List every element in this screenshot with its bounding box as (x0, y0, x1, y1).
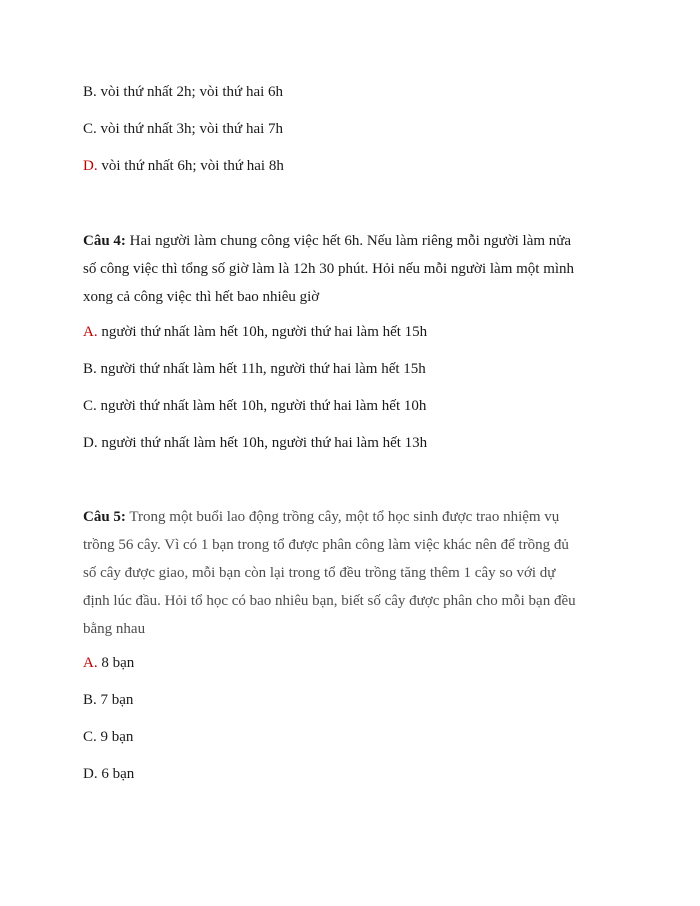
q4-option-d (83, 433, 427, 453)
q4-option-b (83, 359, 426, 379)
q5-option-b (83, 690, 133, 710)
q3-option-d (83, 156, 284, 176)
q4-option-c (83, 396, 426, 416)
option-text: 7 bạn (96, 692, 134, 708)
q3-option-b (83, 82, 283, 102)
option-letter: D. (83, 766, 98, 782)
option-letter-correct: A. (83, 324, 98, 340)
question-label: Câu 4: (83, 233, 126, 249)
q4-stem-line-3: xong cả công việc thì hết bao nhiêu giờ (83, 289, 320, 305)
q5-option-c (83, 727, 133, 747)
q5-stem-line-1 (83, 507, 559, 527)
option-letter: B. (83, 361, 97, 377)
q5-stem-line-5: bằng nhau (83, 621, 146, 637)
q5-option-d (83, 764, 134, 784)
question-text: Hai người làm chung công việc hết 6h. Nếu làm riêng mỗi người làm nửa (125, 233, 572, 249)
option-letter: C. (83, 398, 97, 414)
option-letter: B. (83, 84, 97, 100)
option-letter: C. (83, 729, 97, 745)
option-text: người thứ nhất làm hết 10h, người thứ hai làm hết 13h (97, 435, 428, 451)
option-letter-correct: D. (83, 158, 98, 174)
q3-option-c (83, 119, 283, 139)
option-letter: B. (83, 692, 97, 708)
q5-option-a (83, 653, 134, 673)
option-text: 6 bạn (97, 766, 135, 782)
question-label: Câu 5: (83, 509, 126, 525)
option-text: người thứ nhất làm hết 10h, người thứ hai làm hết 10h (96, 398, 427, 414)
q4-option-a (83, 322, 427, 342)
option-letter: D. (83, 435, 98, 451)
option-text: người thứ nhất làm hết 10h, người thứ hai làm hết 15h (97, 324, 428, 340)
q5-stem-line-2: trồng 56 cây. Vì có 1 bạn trong tổ được phân công làm việc khác nên để trồng đủ (83, 537, 569, 553)
option-text: vòi thứ nhất 6h; vòi thứ hai 8h (97, 158, 284, 174)
option-text: 9 bạn (96, 729, 134, 745)
option-letter: C. (83, 121, 97, 137)
option-text: người thứ nhất làm hết 11h, người thứ hai làm hết 15h (96, 361, 426, 377)
question-text: Trong một buổi lao động trồng cây, một tổ học sinh được trao nhiệm vụ (125, 509, 560, 525)
option-text: vòi thứ nhất 3h; vòi thứ hai 7h (96, 121, 284, 137)
option-text: vòi thứ nhất 2h; vòi thứ hai 6h (96, 84, 284, 100)
q4-stem-line-1 (83, 231, 571, 251)
option-letter-correct: A. (83, 655, 98, 671)
q4-stem-line-2: số công việc thì tổng số giờ làm là 12h 30 phút. Hỏi nếu mỗi người làm một mình (83, 261, 575, 277)
q5-stem-line-4: định lúc đầu. Hỏi tổ học có bao nhiêu bạn, biết số cây được phân cho mỗi bạn đều (83, 593, 576, 609)
option-text: 8 bạn (97, 655, 135, 671)
q5-stem-line-3: số cây được giao, mỗi bạn còn lại trong tổ đều trồng tăng thêm 1 cây so với dự (83, 565, 556, 581)
